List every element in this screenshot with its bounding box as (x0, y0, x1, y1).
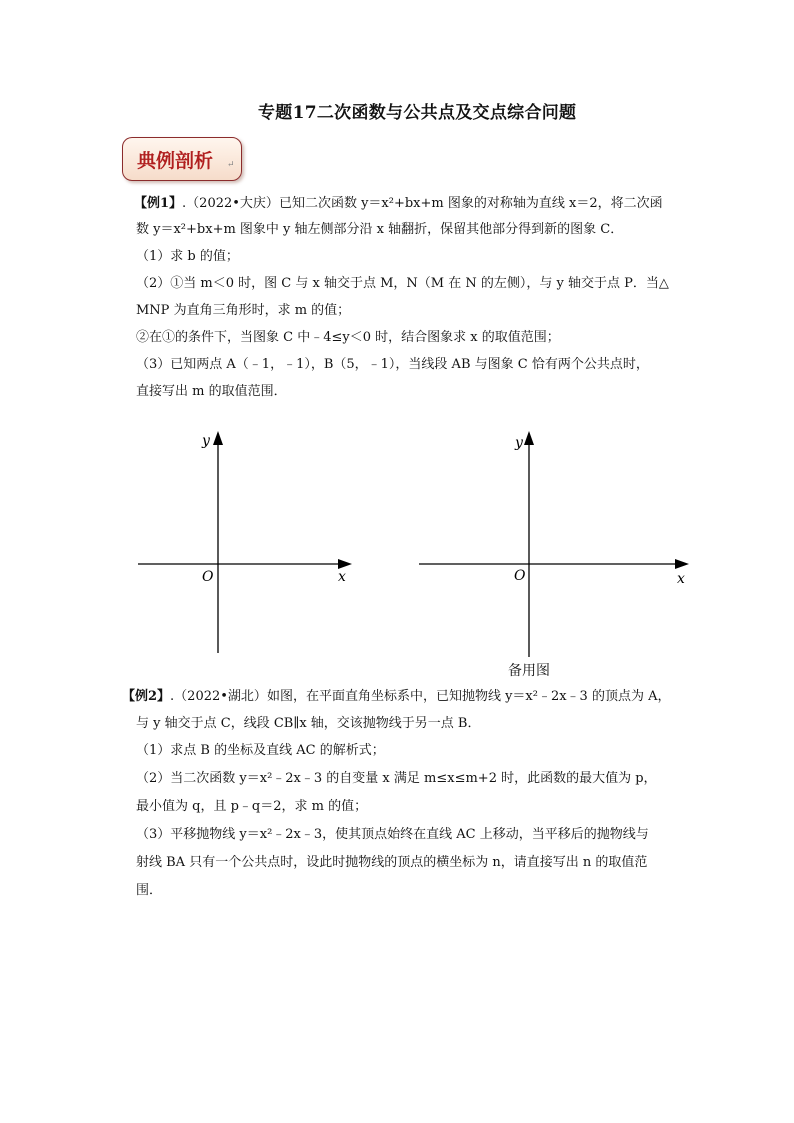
coordinate-graph-2 (415, 425, 700, 660)
example2-q2a: （2）当二次函数 y＝x²﹣2x﹣3 的自变量 x 满足 m≤x≤m+2 时，此函数的最大值为 p， (136, 771, 657, 786)
coordinate-graph-1 (132, 425, 362, 657)
example1-q3b: 直接写出 m 的取值范围． (136, 384, 287, 399)
example1-tag: 【例1】 (134, 196, 183, 211)
page-title: 专题17二次函数与公共点及交点综合问题 (258, 103, 577, 123)
origin-label: O (514, 568, 526, 584)
y-axis-arrow-icon (213, 431, 223, 445)
example2-q3a: （3）平移抛物线 y＝x²﹣2x﹣3，使其顶点始终在直线 AC 上移动，当平移后的抛物线与 (136, 827, 649, 842)
example2-q1: （1）求点 B 的坐标及直线 AC 的解析式； (136, 743, 385, 758)
example1-q2a: （2）①当 m＜0 时，图 C 与 x 轴交于点 M，N（M 在 N 的左侧），与 y 轴交于点 P．当△ (136, 276, 669, 291)
example1-text1: 已知二次函数 y＝x²+bx+m 图象的对称轴为直线 x＝2，将二次函 (278, 196, 663, 211)
x-axis-arrow-icon (675, 559, 689, 569)
example2-q2b: 最小值为 q，且 p﹣q＝2，求 m 的值； (136, 799, 368, 814)
example1-line2: 数 y＝x²+bx+m 图象中 y 轴左侧部分沿 x 轴翻折，保留其他部分得到新的图象 C． (136, 222, 624, 237)
section-badge (122, 137, 242, 181)
example1-line1 (134, 195, 663, 213)
graph-caption: 备用图 (508, 663, 550, 679)
example1-source: .（2022•大庆） (182, 196, 279, 211)
example2-line1 (122, 688, 670, 706)
example2-tag: 【例2】 (122, 689, 171, 704)
example2-q3c: 围． (136, 883, 163, 898)
paragraph-mark-icon: ↵ (227, 160, 235, 170)
example2-text1: 如图，在平面直角坐标系中，已知抛物线 y＝x²﹣2x﹣3 的顶点为 A， (266, 689, 671, 704)
example1-q2c: ②在①的条件下，当图象 C 中﹣4≤y＜0 时，结合图象求 x 的取值范围； (136, 330, 560, 345)
section-badge-label: 典例剖析 (137, 150, 214, 172)
example2-source: .（2022•湖北） (170, 689, 267, 704)
x-axis-arrow-icon (338, 559, 352, 569)
example1-q3a: （3）已知两点 A（﹣1，﹣1），B（5，﹣1），当线段 AB 与图象 C 恰有两个公共点时， (136, 357, 649, 372)
x-axis-label: x (677, 571, 685, 587)
y-axis-label: y (515, 435, 523, 451)
example2-line2: 与 y 轴交于点 C，线段 CB∥x 轴，交该抛物线于另一点 B． (136, 716, 481, 731)
example1-q2b: MNP 为直角三角形时，求 m 的值； (136, 303, 351, 318)
example2-q3b: 射线 BA 只有一个公共点时，设此时抛物线的顶点的横坐标为 n，请直接写出 n 的取值范 (136, 855, 648, 870)
example1-q1: （1）求 b 的值； (136, 249, 239, 264)
y-axis-arrow-icon (524, 431, 534, 445)
y-axis-label: y (202, 433, 210, 449)
x-axis-label: x (338, 569, 346, 585)
origin-label: O (202, 569, 214, 585)
